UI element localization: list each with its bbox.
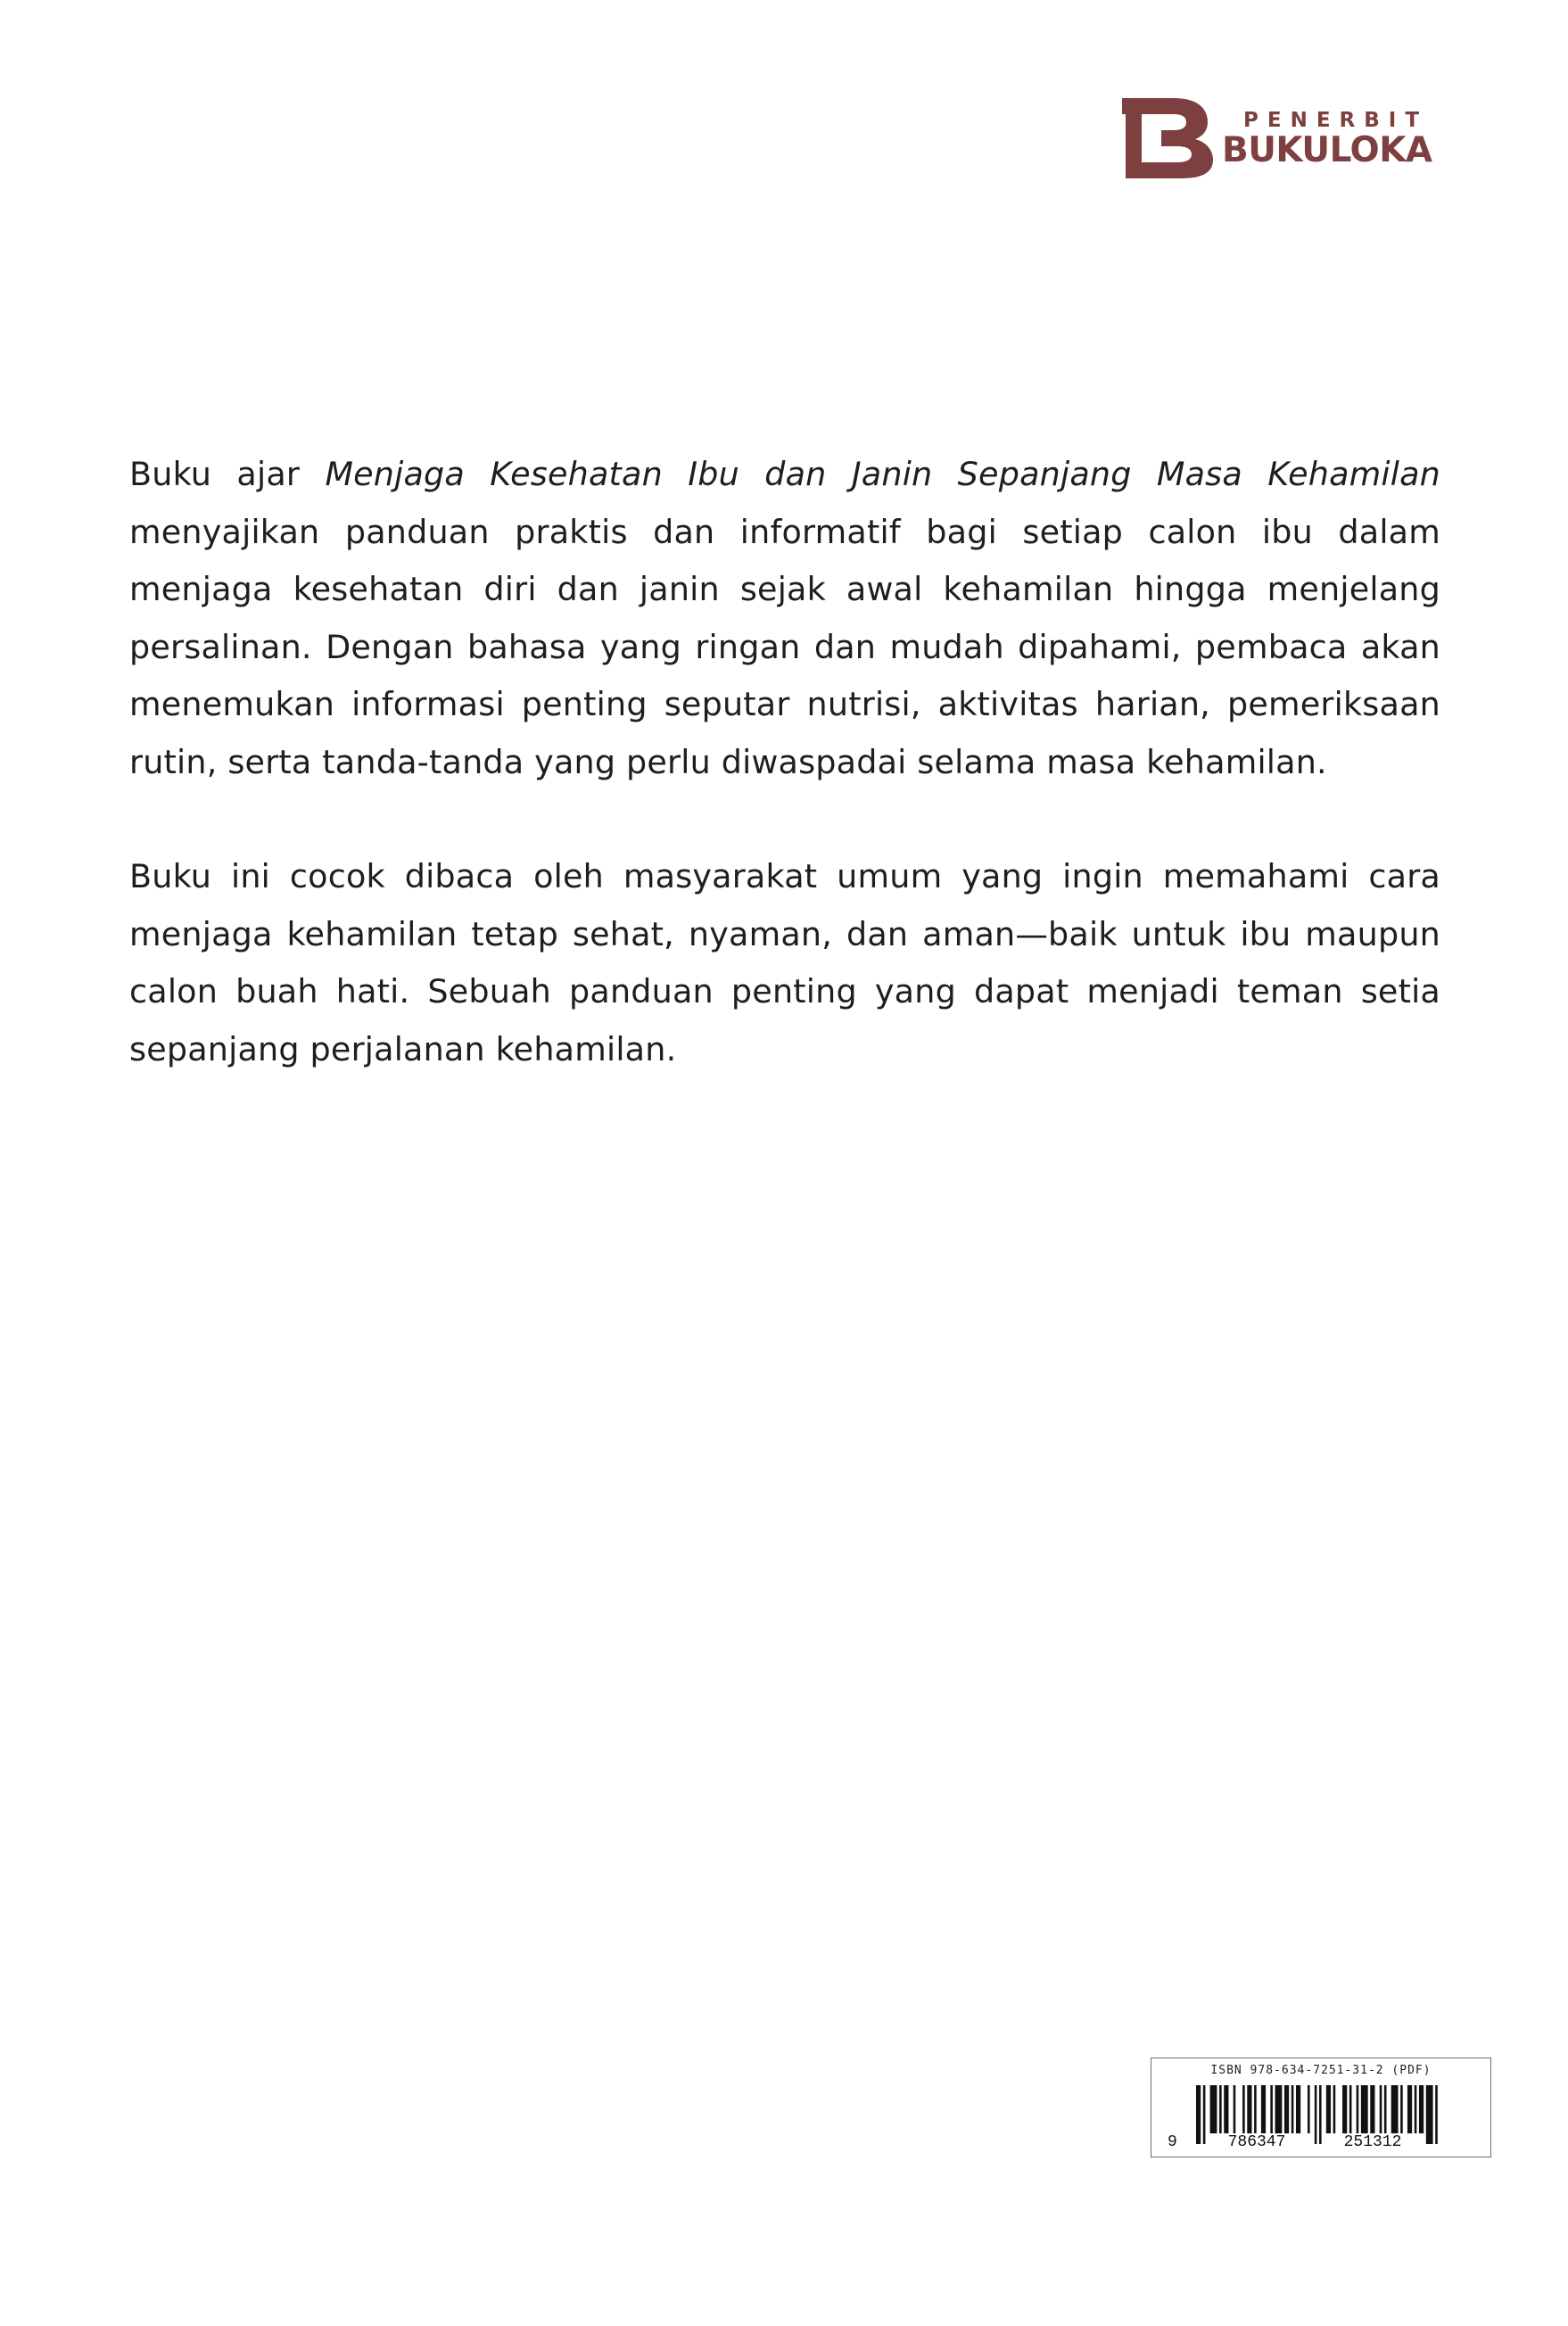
barcode-bar: [1415, 2085, 1417, 2133]
barcode-bar: [1319, 2085, 1322, 2144]
blurb-paragraph-2: Buku ini cocok dibaca oleh masyarakat umum yang ingin memahami cara menjaga kehamilan tetap sehat, nyaman, dan aman—baik untuk ibu maupun calon buah hati. Sebuah panduan penting yang dapat menjadi teman setia sepanjang perjalanan kehamilan.: [129, 857, 1440, 1068]
publisher-logo: [1122, 96, 1445, 178]
barcode-bar: [1361, 2085, 1368, 2133]
barcode-digits-right: 251312: [1326, 2133, 1419, 2151]
barcode-bar: [1357, 2085, 1359, 2133]
barcode-bar: [1333, 2085, 1336, 2133]
barcode-bar: [1292, 2085, 1294, 2133]
barcode-bar: [1219, 2085, 1222, 2133]
barcode-bar: [1370, 2085, 1374, 2133]
barcode-bar: [1210, 2085, 1217, 2133]
publisher-label-small: PENERBIT: [1243, 109, 1429, 132]
barcode-bar: [1407, 2085, 1412, 2133]
barcode-bar: [1308, 2085, 1310, 2133]
barcode-bar: [1384, 2085, 1387, 2133]
barcode-bar: [1284, 2085, 1289, 2133]
barcode-bar: [1203, 2085, 1206, 2144]
barcode-bar: [1234, 2085, 1236, 2133]
barcode-digit-lead: 9: [1168, 2133, 1177, 2151]
back-cover-blurb: [129, 446, 1440, 1135]
book-title: Menjaga Kesehatan Ibu dan Janin Sepanjang Masa Kehamilan: [325, 455, 1440, 493]
barcode-bar: [1224, 2085, 1228, 2133]
barcode-bar: [1275, 2085, 1283, 2133]
barcode-bar: [1196, 2085, 1201, 2144]
blurb-intro: Buku ajar: [129, 455, 326, 493]
blurb-paragraph-1: [129, 446, 1440, 791]
barcode-bar: [1435, 2085, 1438, 2144]
barcode-bar: [1391, 2085, 1399, 2133]
barcode-bar: [1270, 2085, 1273, 2133]
barcode-bar: [1296, 2085, 1300, 2133]
publisher-name: BUKULOKA: [1222, 130, 1432, 170]
barcode-bar: [1380, 2085, 1382, 2133]
barcode-bar: [1247, 2085, 1251, 2133]
barcode-bar: [1342, 2085, 1347, 2133]
barcode-bar: [1349, 2085, 1352, 2133]
barcode-bar: [1400, 2085, 1403, 2133]
isbn-barcode: [1151, 2058, 1491, 2157]
blurb-text: menyajikan panduan praktis dan informatif bagi setiap calon ibu dalam menjaga kesehatan diri dan janin sejak awal kehamilan hingga menjelang persalinan. Dengan bahasa yang ringan dan mudah dipahami, pembaca akan menemukan informasi penting seputar nutrisi, aktivitas harian, pemeriksaan rutin, serta tanda-tanda yang perlu diwaspadai selama masa kehamilan.: [129, 512, 1440, 781]
barcode-bar: [1326, 2085, 1331, 2133]
barcode-bar: [1261, 2085, 1266, 2133]
barcode-bar: [1254, 2085, 1257, 2133]
bukuloka-b-logo-icon: [1122, 96, 1217, 178]
barcode-bar: [1419, 2085, 1424, 2133]
barcode-bar: [1426, 2085, 1433, 2144]
barcode-digits-left: 786347: [1212, 2133, 1301, 2151]
barcode-bar: [1315, 2085, 1317, 2144]
isbn-label: ISBN 978-634-7251-31-2 (PDF): [1210, 2064, 1432, 2077]
barcode-bar: [1242, 2085, 1245, 2133]
